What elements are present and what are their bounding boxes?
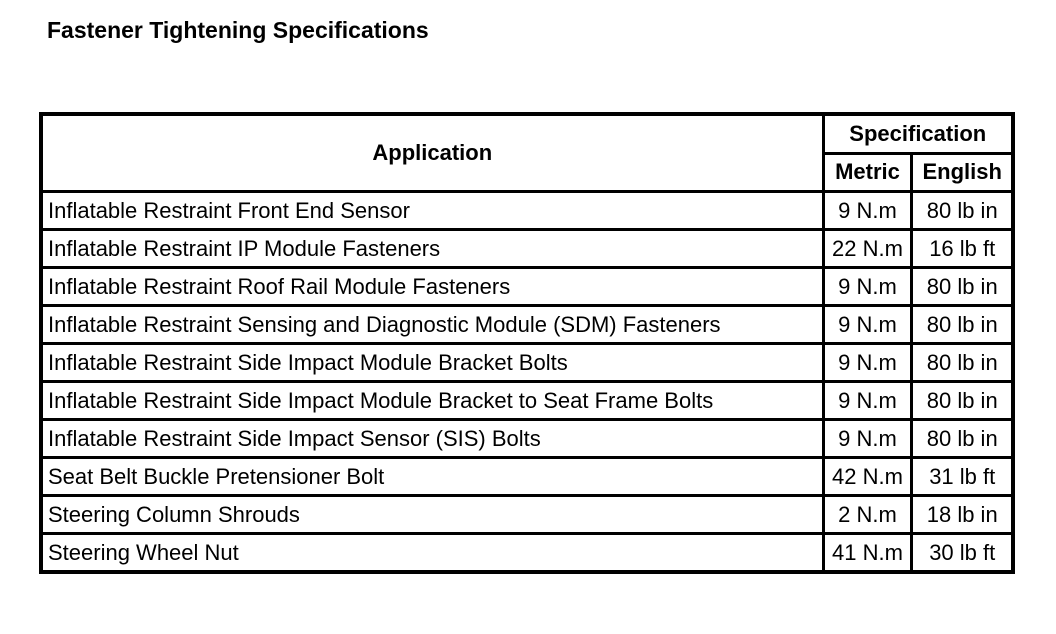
application-cell: Inflatable Restraint Sensing and Diagnostic Module (SDM) Fasteners <box>41 306 823 344</box>
application-cell: Inflatable Restraint Side Impact Module Bracket Bolts <box>41 344 823 382</box>
english-cell: 80 lb in <box>912 420 1013 458</box>
english-cell: 80 lb in <box>912 306 1013 344</box>
application-cell: Seat Belt Buckle Pretensioner Bolt <box>41 458 823 496</box>
application-cell: Inflatable Restraint IP Module Fasteners <box>41 230 823 268</box>
fastener-spec-table <box>39 112 1015 574</box>
table-row <box>41 230 1013 268</box>
table-row <box>41 420 1013 458</box>
application-header: Application <box>41 114 823 192</box>
metric-cell: 9 N.m <box>823 268 912 306</box>
application-cell: Inflatable Restraint Side Impact Sensor (SIS) Bolts <box>41 420 823 458</box>
metric-cell: 9 N.m <box>823 192 912 230</box>
table-row <box>41 344 1013 382</box>
table-row <box>41 306 1013 344</box>
metric-header: Metric <box>823 153 912 192</box>
specification-header: Specification <box>823 114 1013 153</box>
english-cell: 18 lb in <box>912 496 1013 534</box>
english-cell: 80 lb in <box>912 382 1013 420</box>
metric-cell: 9 N.m <box>823 344 912 382</box>
table-row <box>41 382 1013 420</box>
table-row <box>41 268 1013 306</box>
metric-cell: 41 N.m <box>823 534 912 573</box>
application-cell: Inflatable Restraint Roof Rail Module Fasteners <box>41 268 823 306</box>
metric-cell: 9 N.m <box>823 382 912 420</box>
english-cell: 80 lb in <box>912 268 1013 306</box>
metric-cell: 9 N.m <box>823 420 912 458</box>
table-row <box>41 496 1013 534</box>
metric-cell: 2 N.m <box>823 496 912 534</box>
table-row <box>41 458 1013 496</box>
application-cell: Steering Wheel Nut <box>41 534 823 573</box>
english-cell: 31 lb ft <box>912 458 1013 496</box>
english-cell: 30 lb ft <box>912 534 1013 573</box>
metric-cell: 42 N.m <box>823 458 912 496</box>
document-title: Fastener Tightening Specifications <box>47 17 429 43</box>
english-header: English <box>912 153 1013 192</box>
english-cell: 80 lb in <box>912 192 1013 230</box>
english-cell: 16 lb ft <box>912 230 1013 268</box>
table-row <box>41 192 1013 230</box>
application-cell: Inflatable Restraint Side Impact Module Bracket to Seat Frame Bolts <box>41 382 823 420</box>
application-cell: Steering Column Shrouds <box>41 496 823 534</box>
metric-cell: 9 N.m <box>823 306 912 344</box>
metric-cell: 22 N.m <box>823 230 912 268</box>
application-cell: Inflatable Restraint Front End Sensor <box>41 192 823 230</box>
english-cell: 80 lb in <box>912 344 1013 382</box>
table-row <box>41 534 1013 573</box>
